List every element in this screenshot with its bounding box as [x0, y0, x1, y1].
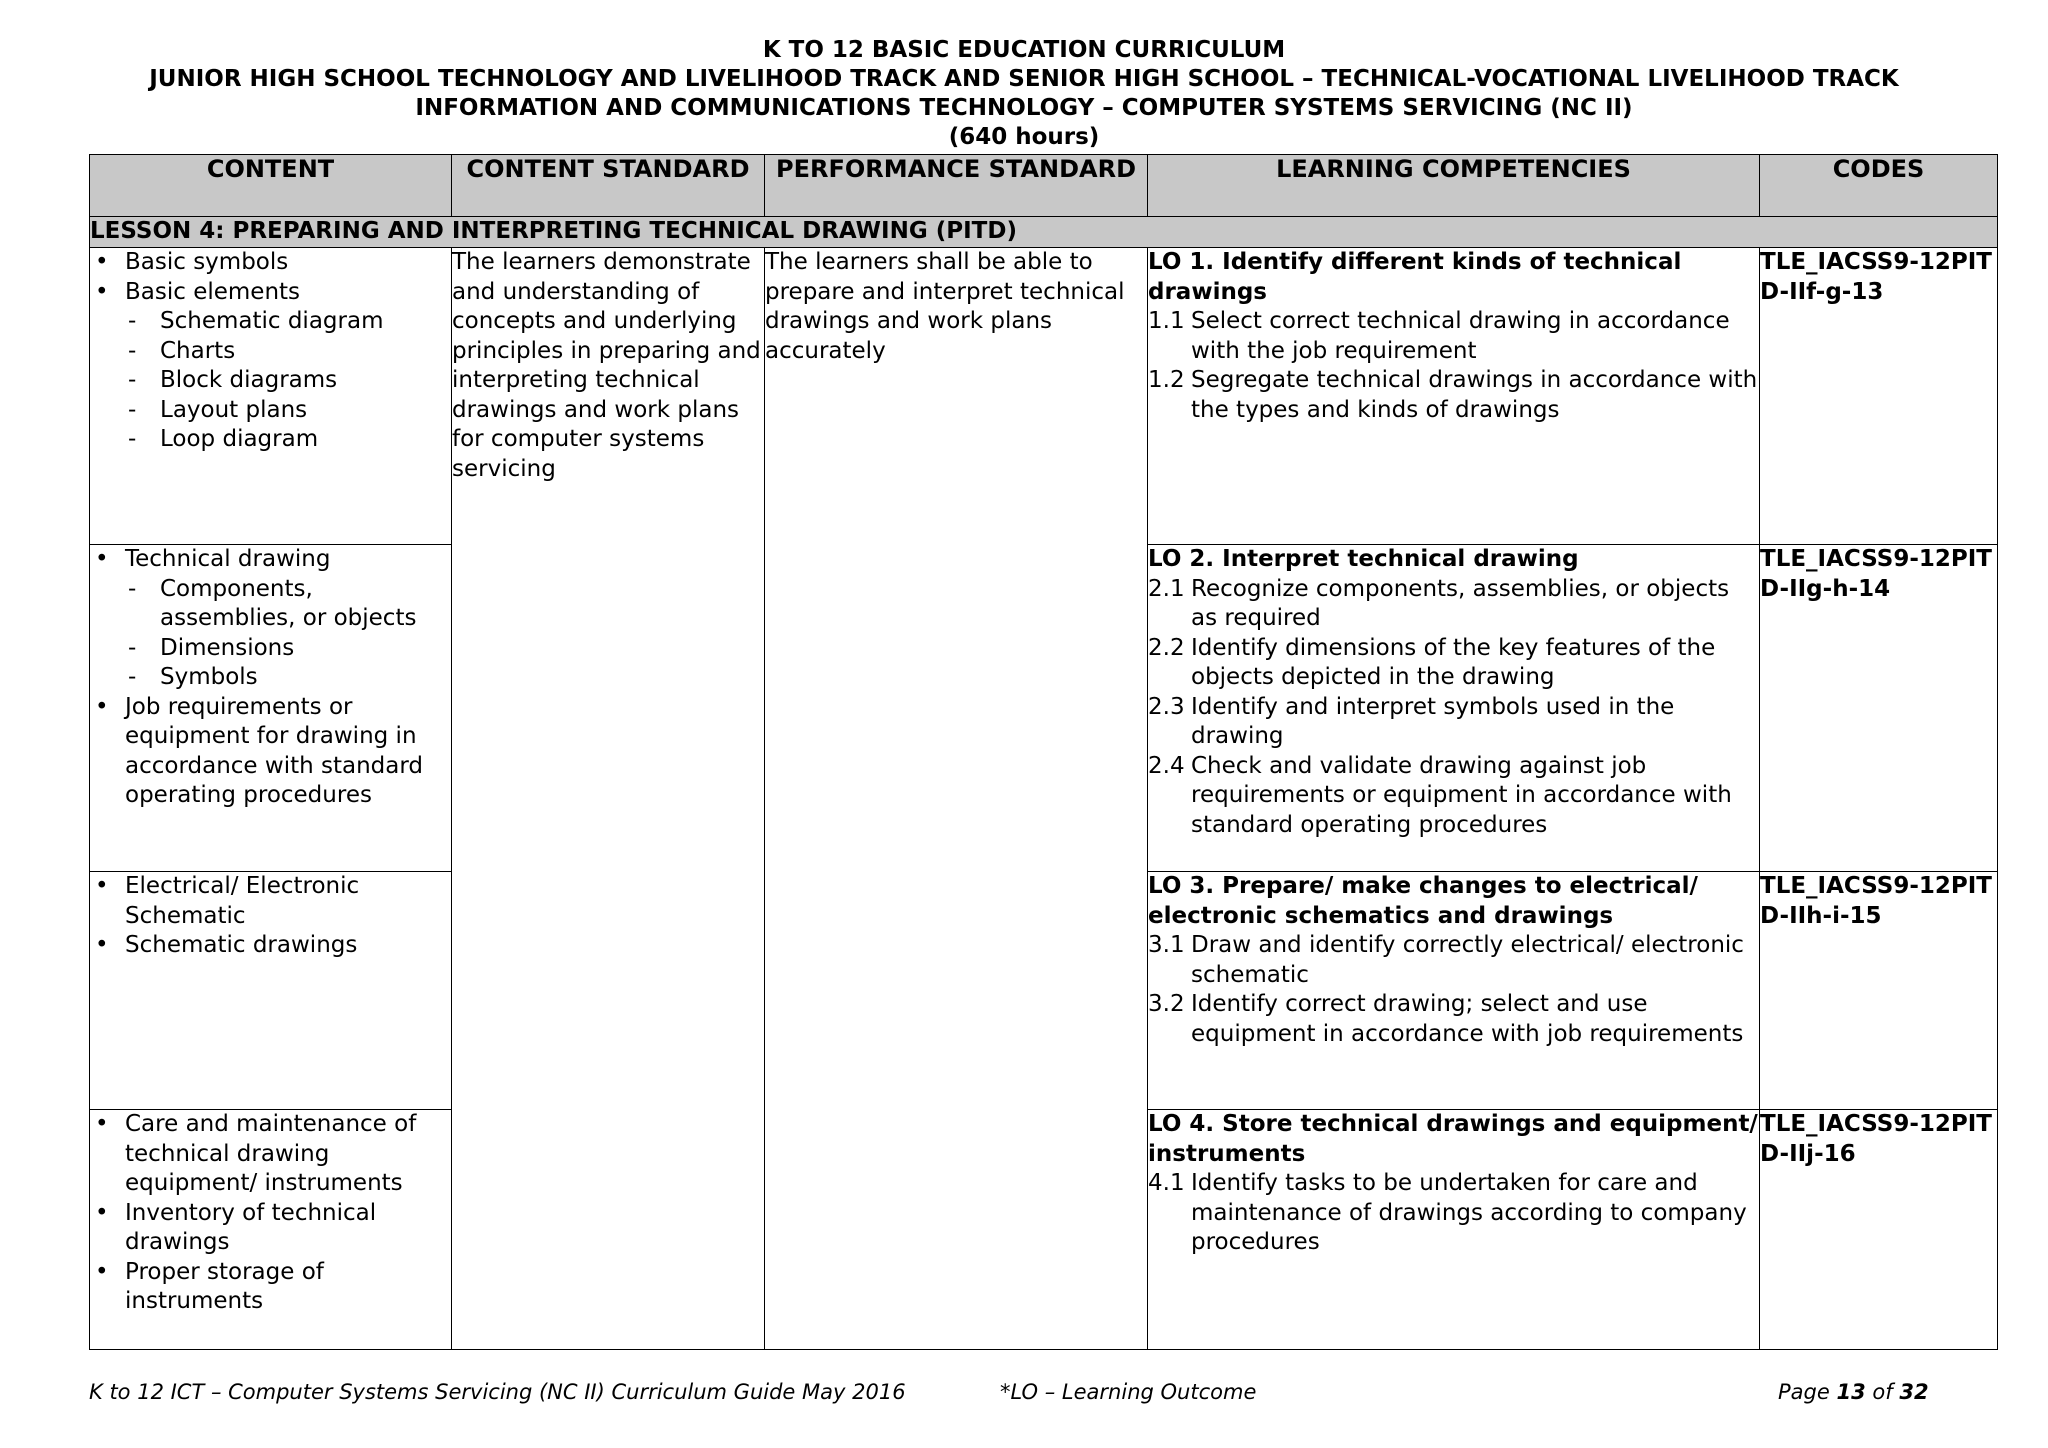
page-label: Page — [1778, 1380, 1830, 1404]
competency-number: 3.2 — [1148, 991, 1185, 1017]
header-track: JUNIOR HIGH SCHOOL TECHNOLOGY AND LIVELIHOOD TRACK AND SENIOR HIGH SCHOOL – TECHNICAL-VOCATIONAL LIVELIHOOD TRACK — [149, 66, 1899, 92]
performance-standard-cell — [765, 248, 1148, 1350]
content-cell — [90, 872, 452, 1110]
competency-item — [1148, 990, 1759, 1049]
column-header-content: CONTENT — [90, 155, 452, 217]
competency-cell — [1148, 872, 1760, 1110]
footer-lo-note: *LO – Learning Outcome — [1000, 1380, 1257, 1404]
content-cell — [90, 1110, 452, 1350]
competency-text: Identify correct drawing; select and use equipment in accordance with job requirements — [1191, 991, 1744, 1047]
lesson-row — [90, 217, 1998, 248]
performance-standard-text: The learners shall be able to prepare and interpret technical drawings and work plans accurately — [765, 249, 1125, 364]
competency-item — [1148, 752, 1759, 841]
list-item — [90, 278, 451, 455]
list-item — [90, 545, 451, 693]
sub-list-item: - Block diagrams — [90, 366, 451, 396]
lo-title: LO 2. Interpret technical drawing — [1148, 546, 1579, 572]
header-hours: (640 hours) — [948, 124, 1100, 150]
competency-text: Segregate technical drawings in accordance with the types and kinds of drawings — [1191, 367, 1758, 423]
list-item-label: Basic elements — [125, 278, 301, 305]
competency-number: 2.2 — [1148, 634, 1185, 661]
sub-list-item: - Schematic diagram — [90, 307, 451, 337]
content-cell — [90, 248, 452, 545]
code-cell: TLE_IACSS9-12PITD-IIj-16 — [1760, 1110, 1998, 1350]
competency-item — [1148, 307, 1759, 366]
column-header-learning-competencies: LEARNING COMPETENCIES — [1148, 155, 1760, 217]
list-item: • Proper storage of instruments — [90, 1258, 451, 1317]
table-header-row — [90, 155, 1998, 217]
list-item: • Basic symbols — [90, 248, 451, 278]
competency-cell — [1148, 248, 1760, 545]
competency-item — [1148, 931, 1759, 990]
current-page: 13 — [1836, 1380, 1866, 1404]
sub-list-item: - Symbols — [90, 663, 451, 693]
lo-title: LO 4. Store technical drawings and equipment/ instruments — [1148, 1111, 1758, 1167]
list-item: • Job requirements or equipment for drawing in accordance with standard operating procedures — [90, 693, 451, 811]
content-cell — [90, 545, 452, 872]
sub-list-item: - Loop diagram — [90, 425, 451, 455]
footer-guide-title: K to 12 ICT – Computer Systems Servicing (NC II) Curriculum Guide May 2016 — [89, 1380, 906, 1404]
list-item: • Schematic drawings — [90, 931, 451, 961]
sub-list-item: - Charts — [90, 337, 451, 367]
competency-number: 2.3 — [1148, 693, 1185, 720]
header-program: INFORMATION AND COMMUNICATIONS TECHNOLOGY – COMPUTER SYSTEMS SERVICING (NC II) — [415, 95, 1633, 121]
list-item: • Electrical/ Electronic Schematic — [90, 872, 451, 931]
content-standard-cell — [452, 248, 765, 1350]
total-pages: 32 — [1899, 1380, 1929, 1404]
column-header-content-standard: CONTENT STANDARD — [452, 155, 765, 217]
page-header — [0, 36, 2048, 152]
competency-item — [1148, 366, 1759, 425]
lesson-title: LESSON 4: PREPARING AND INTERPRETING TECHNICAL DRAWING (PITD) — [90, 217, 1998, 248]
lo-title: LO 3. Prepare/ make changes to electrical/ electronic schematics and drawings — [1148, 873, 1698, 929]
sub-list-item: - Components, assemblies, or objects — [90, 575, 451, 634]
sub-list-item: - Dimensions — [90, 634, 451, 664]
curriculum-table — [89, 154, 1998, 1350]
competency-text: Identify and interpret symbols used in the drawing — [1191, 693, 1675, 749]
content-standard-text: The learners demonstrate and understanding of concepts and underlying principles in preparing and interpreting technical drawings and work plans for computer systems servicing — [452, 249, 761, 482]
list-item: • Inventory of technical drawings — [90, 1199, 451, 1258]
competency-number: 4.1 — [1148, 1170, 1185, 1196]
footer-page-number — [1778, 1380, 1929, 1404]
competency-text: Recognize components, assemblies, or objects as required — [1191, 575, 1730, 631]
page-of-label: of — [1872, 1380, 1893, 1404]
competency-text: Draw and identify correctly electrical/ electronic schematic — [1191, 932, 1744, 988]
competency-item — [1148, 634, 1759, 693]
competency-text: Identify tasks to be undertaken for care and maintenance of drawings according to company procedures — [1191, 1170, 1747, 1255]
competency-number: 1.1 — [1148, 308, 1185, 334]
column-header-performance-standard: PERFORMANCE STANDARD — [765, 155, 1148, 217]
list-item: • Care and maintenance of technical drawing equipment/ instruments — [90, 1110, 451, 1199]
column-header-codes: CODES — [1760, 155, 1998, 217]
competency-text: Identify dimensions of the key features of the objects depicted in the drawing — [1191, 634, 1716, 690]
code-cell: TLE_IACSS9-12PITD-IIh-i-15 — [1760, 872, 1998, 1110]
competency-item — [1148, 1169, 1759, 1258]
list-item-label: Technical drawing — [125, 546, 331, 572]
competency-text: Check and validate drawing against job requirements or equipment in accordance with standard operating procedures — [1191, 752, 1732, 838]
sub-list-item: - Layout plans — [90, 396, 451, 426]
competency-number: 2.1 — [1148, 575, 1185, 602]
lo-title: LO 1. Identify different kinds of technical drawings — [1148, 249, 1682, 305]
competency-number: 1.2 — [1148, 367, 1185, 393]
competency-item — [1148, 693, 1759, 752]
header-title: K TO 12 BASIC EDUCATION CURRICULUM — [762, 37, 1286, 63]
code-cell: TLE_IACSS9-12PITD-IIf-g-13 — [1760, 248, 1998, 545]
competency-number: 3.1 — [1148, 932, 1185, 958]
code-cell: TLE_IACSS9-12PITD-IIg-h-14 — [1760, 545, 1998, 872]
competency-number: 2.4 — [1148, 752, 1185, 779]
competency-item — [1148, 575, 1759, 634]
competency-cell — [1148, 1110, 1760, 1350]
competency-text: Select correct technical drawing in accordance with the job requirement — [1191, 308, 1730, 364]
competency-cell — [1148, 545, 1760, 872]
table-row — [90, 248, 1998, 545]
